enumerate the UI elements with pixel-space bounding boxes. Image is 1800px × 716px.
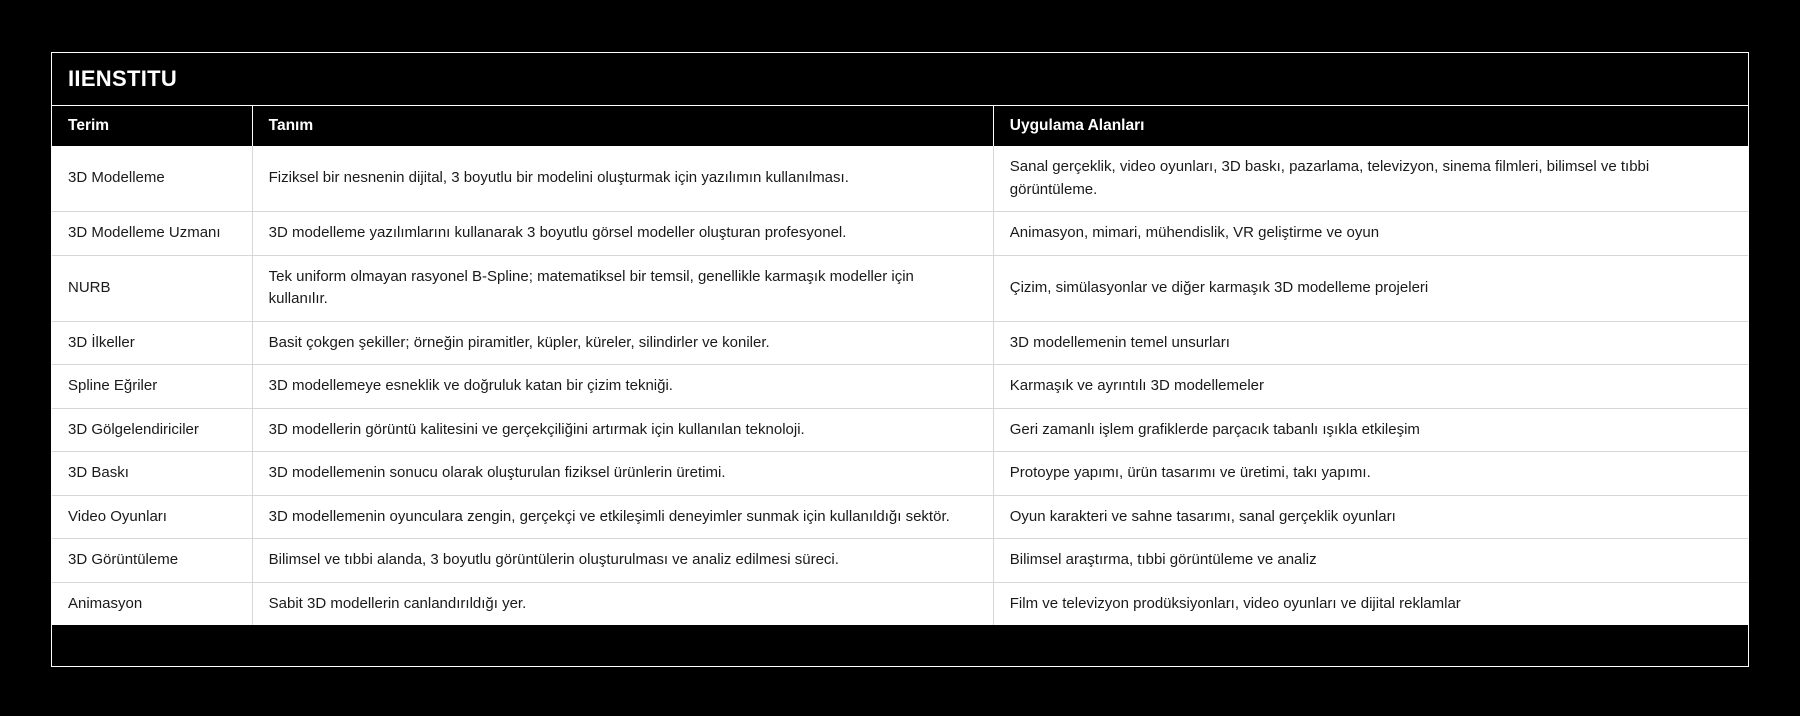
cell-term: 3D Modelleme <box>52 146 252 212</box>
card-title: IIENSTITU <box>52 53 1748 106</box>
cell-term: Video Oyunları <box>52 495 252 539</box>
column-header-definition: Tanım <box>252 106 993 146</box>
table-row <box>52 146 1748 212</box>
column-header-term: Terim <box>52 106 252 146</box>
table-row <box>52 365 1748 409</box>
cell-term: 3D Gölgelendiriciler <box>52 408 252 452</box>
glossary-table <box>52 106 1748 625</box>
cell-applications: Animasyon, mimari, mühendislik, VR geliştirme ve oyun <box>993 212 1748 256</box>
column-header-applications: Uygulama Alanları <box>993 106 1748 146</box>
cell-applications: Sanal gerçeklik, video oyunları, 3D baskı, pazarlama, televizyon, sinema filmleri, bilimsel ve tıbbi görüntüleme. <box>993 146 1748 212</box>
table-row <box>52 321 1748 365</box>
cell-definition: Sabit 3D modellerin canlandırıldığı yer. <box>252 582 993 625</box>
cell-term: Spline Eğriler <box>52 365 252 409</box>
cell-definition: 3D modellemeye esneklik ve doğruluk katan bir çizim tekniği. <box>252 365 993 409</box>
cell-term: 3D Baskı <box>52 452 252 496</box>
table-row <box>52 582 1748 625</box>
table-row <box>52 452 1748 496</box>
table-row <box>52 495 1748 539</box>
cell-term: 3D Görüntüleme <box>52 539 252 583</box>
cell-definition: Bilimsel ve tıbbi alanda, 3 boyutlu görüntülerin oluşturulması ve analiz edilmesi süreci. <box>252 539 993 583</box>
cell-definition: 3D modelleme yazılımlarını kullanarak 3 boyutlu görsel modeller oluşturan profesyonel. <box>252 212 993 256</box>
cell-term: NURB <box>52 255 252 321</box>
cell-term: Animasyon <box>52 582 252 625</box>
cell-applications: Bilimsel araştırma, tıbbi görüntüleme ve analiz <box>993 539 1748 583</box>
cell-applications: Karmaşık ve ayrıntılı 3D modellemeler <box>993 365 1748 409</box>
table-row <box>52 212 1748 256</box>
cell-applications: Protoype yapımı, ürün tasarımı ve üretimi, takı yapımı. <box>993 452 1748 496</box>
table-header-row <box>52 106 1748 146</box>
cell-term: 3D Modelleme Uzmanı <box>52 212 252 256</box>
cell-definition: 3D modellerin görüntü kalitesini ve gerçekçiliğini artırmak için kullanılan teknoloji. <box>252 408 993 452</box>
cell-applications: Oyun karakteri ve sahne tasarımı, sanal gerçeklik oyunları <box>993 495 1748 539</box>
cell-definition: Tek uniform olmayan rasyonel B-Spline; matematiksel bir temsil, genellikle karmaşık modeller için kullanılır. <box>252 255 993 321</box>
cell-applications: Film ve televizyon prodüksiyonları, video oyunları ve dijital reklamlar <box>993 582 1748 625</box>
cell-definition: 3D modellemenin sonucu olarak oluşturulan fiziksel ürünlerin üretimi. <box>252 452 993 496</box>
glossary-card <box>51 52 1749 667</box>
cell-definition: 3D modellemenin oyunculara zengin, gerçekçi ve etkileşimli deneyimler sunmak için kullanıldığı sektör. <box>252 495 993 539</box>
cell-term: 3D İlkeller <box>52 321 252 365</box>
cell-applications: Çizim, simülasyonlar ve diğer karmaşık 3D modelleme projeleri <box>993 255 1748 321</box>
table-row <box>52 539 1748 583</box>
table-row <box>52 255 1748 321</box>
cell-definition: Fiziksel bir nesnenin dijital, 3 boyutlu bir modelini oluşturmak için yazılımın kullanılması. <box>252 146 993 212</box>
table-row <box>52 408 1748 452</box>
table-body <box>52 146 1748 625</box>
cell-definition: Basit çokgen şekiller; örneğin piramitler, küpler, küreler, silindirler ve koniler. <box>252 321 993 365</box>
cell-applications: 3D modellemenin temel unsurları <box>993 321 1748 365</box>
cell-applications: Geri zamanlı işlem grafiklerde parçacık tabanlı ışıkla etkileşim <box>993 408 1748 452</box>
